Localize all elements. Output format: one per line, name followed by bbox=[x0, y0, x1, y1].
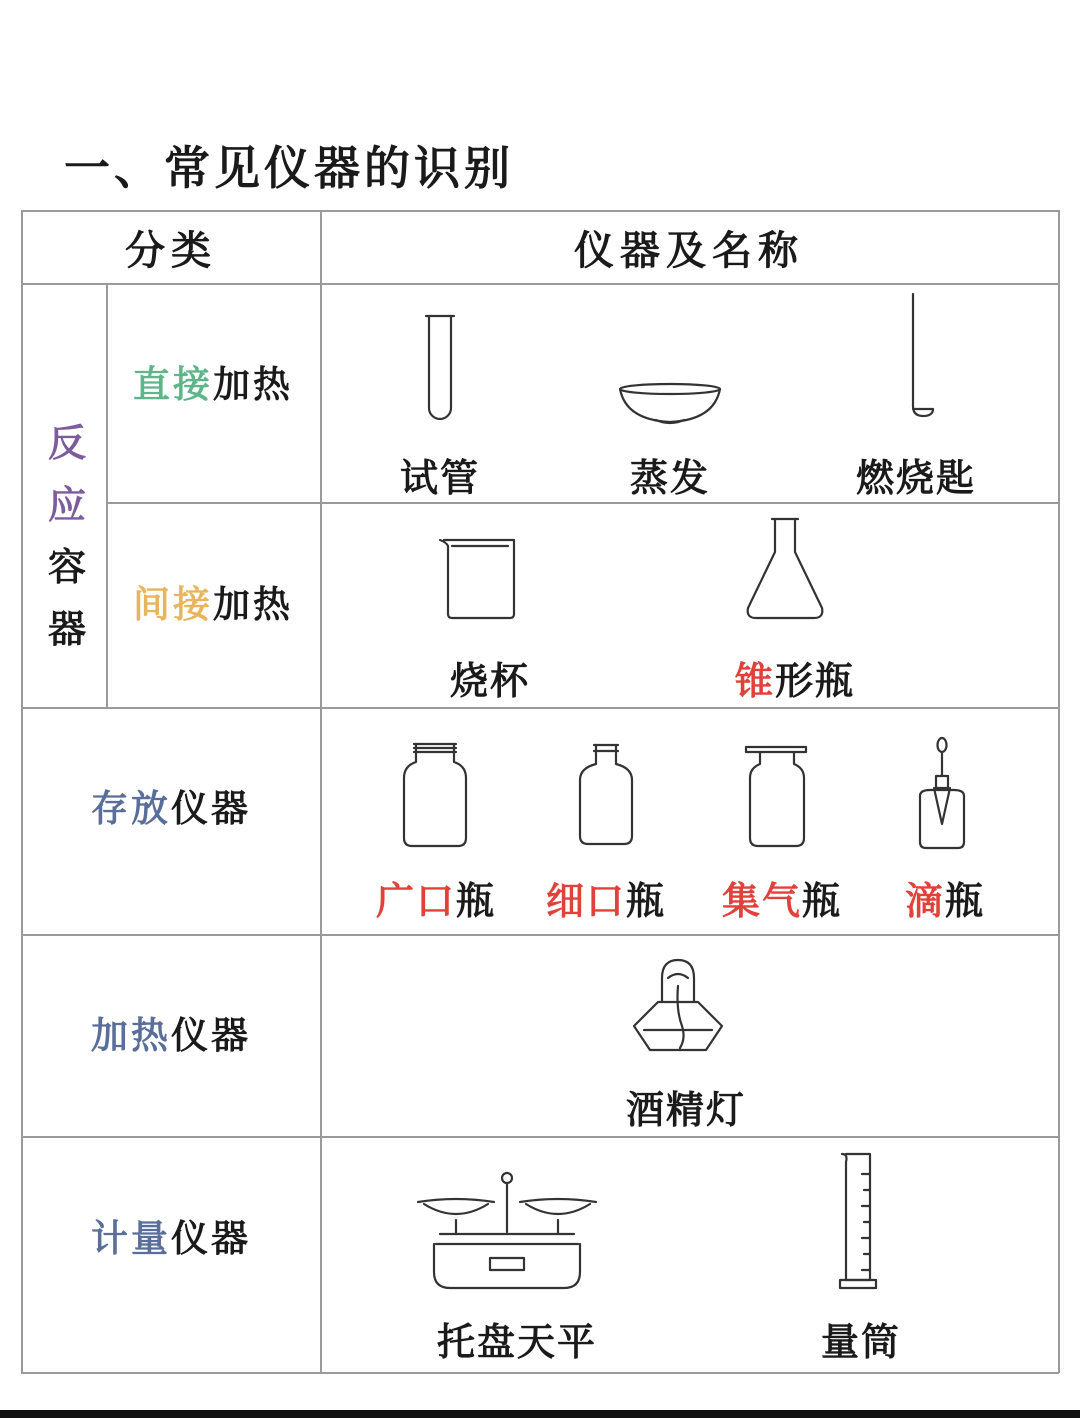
balance-scale-icon bbox=[416, 1170, 598, 1292]
reaction-char: 反 bbox=[47, 420, 86, 465]
reaction-subcolumn-divider bbox=[106, 283, 108, 708]
reaction-container-label bbox=[45, 412, 89, 660]
category-colored: 计量 bbox=[91, 1216, 171, 1260]
category-plain: 仪器 bbox=[171, 1216, 251, 1260]
row-divider-heating bbox=[21, 1136, 1059, 1138]
category-heating bbox=[21, 1005, 321, 1059]
row-divider-reaction bbox=[21, 707, 1059, 709]
storage-item-label bbox=[880, 870, 1010, 925]
category-plain: 仪器 bbox=[171, 1013, 251, 1057]
item-plain-part: 瓶 bbox=[802, 878, 843, 923]
alcohol-lamp-label: 酒精灯 bbox=[625, 1087, 746, 1132]
category-measuring bbox=[21, 1208, 321, 1262]
page-title: 一、常见仪器的识别 bbox=[64, 141, 514, 195]
storage-item-label bbox=[362, 870, 510, 925]
category-plain: 加热 bbox=[213, 362, 293, 406]
dropper-bottle-icon bbox=[916, 736, 968, 852]
flask-red-part: 锥 bbox=[734, 658, 775, 703]
narrow-mouth-bottle-icon bbox=[576, 742, 636, 846]
item-plain-part: 瓶 bbox=[626, 878, 667, 923]
combustion-spoon-icon bbox=[904, 292, 938, 426]
conical-flask-label bbox=[700, 650, 890, 705]
flask-plain-part: 形瓶 bbox=[775, 658, 856, 703]
category-colored: 直接 bbox=[133, 362, 213, 406]
item-red-part: 集气 bbox=[721, 878, 802, 923]
conical-flask-icon bbox=[744, 516, 826, 622]
category-indirect-heat bbox=[106, 574, 320, 628]
header-divider bbox=[21, 283, 1059, 285]
beaker-icon bbox=[438, 536, 520, 622]
alcohol-lamp-icon bbox=[632, 956, 724, 1056]
category-storage bbox=[21, 778, 321, 832]
test-tube-icon bbox=[420, 312, 460, 424]
table-border-bottom bbox=[21, 1372, 1059, 1374]
balance-scale-label: 托盘天平 bbox=[436, 1319, 597, 1364]
category-colored: 间接 bbox=[133, 582, 213, 626]
reaction-char: 应 bbox=[47, 482, 86, 527]
item-red-part: 广口 bbox=[375, 878, 456, 923]
gas-jar-icon bbox=[744, 744, 810, 848]
category-colored: 存放 bbox=[91, 786, 171, 830]
header-category: 分类 bbox=[125, 227, 217, 274]
beaker-label: 烧杯 bbox=[449, 658, 530, 703]
graduated-cylinder-icon bbox=[836, 1150, 880, 1292]
table-border-right bbox=[1058, 210, 1060, 1373]
evaporating-dish-icon bbox=[616, 380, 724, 428]
reaction-char: 器 bbox=[47, 606, 86, 651]
header-instruments: 仪器及名称 bbox=[574, 227, 804, 274]
item-red-part: 滴 bbox=[904, 878, 945, 923]
table-border-top bbox=[21, 210, 1059, 212]
graduated-cylinder-label: 量筒 bbox=[820, 1319, 901, 1364]
row-divider-direct bbox=[106, 502, 1059, 504]
wide-mouth-bottle-icon bbox=[400, 740, 470, 848]
category-colored: 加热 bbox=[91, 1013, 171, 1057]
item-plain-part: 瓶 bbox=[456, 878, 497, 923]
evaporating-dish-label: 蒸发 bbox=[629, 455, 710, 500]
test-tube-label: 试管 bbox=[399, 455, 480, 500]
combustion-spoon-label: 燃烧匙 bbox=[855, 455, 976, 500]
storage-item-label bbox=[532, 870, 680, 925]
item-red-part: 细口 bbox=[545, 878, 626, 923]
bottom-bar bbox=[0, 1410, 1080, 1418]
storage-item-label bbox=[708, 870, 856, 925]
category-direct-heat bbox=[106, 354, 320, 408]
row-divider-storage bbox=[21, 934, 1059, 936]
category-plain: 加热 bbox=[213, 582, 293, 626]
reaction-char: 容 bbox=[47, 544, 86, 589]
category-plain: 仪器 bbox=[171, 786, 251, 830]
item-plain-part: 瓶 bbox=[945, 878, 986, 923]
